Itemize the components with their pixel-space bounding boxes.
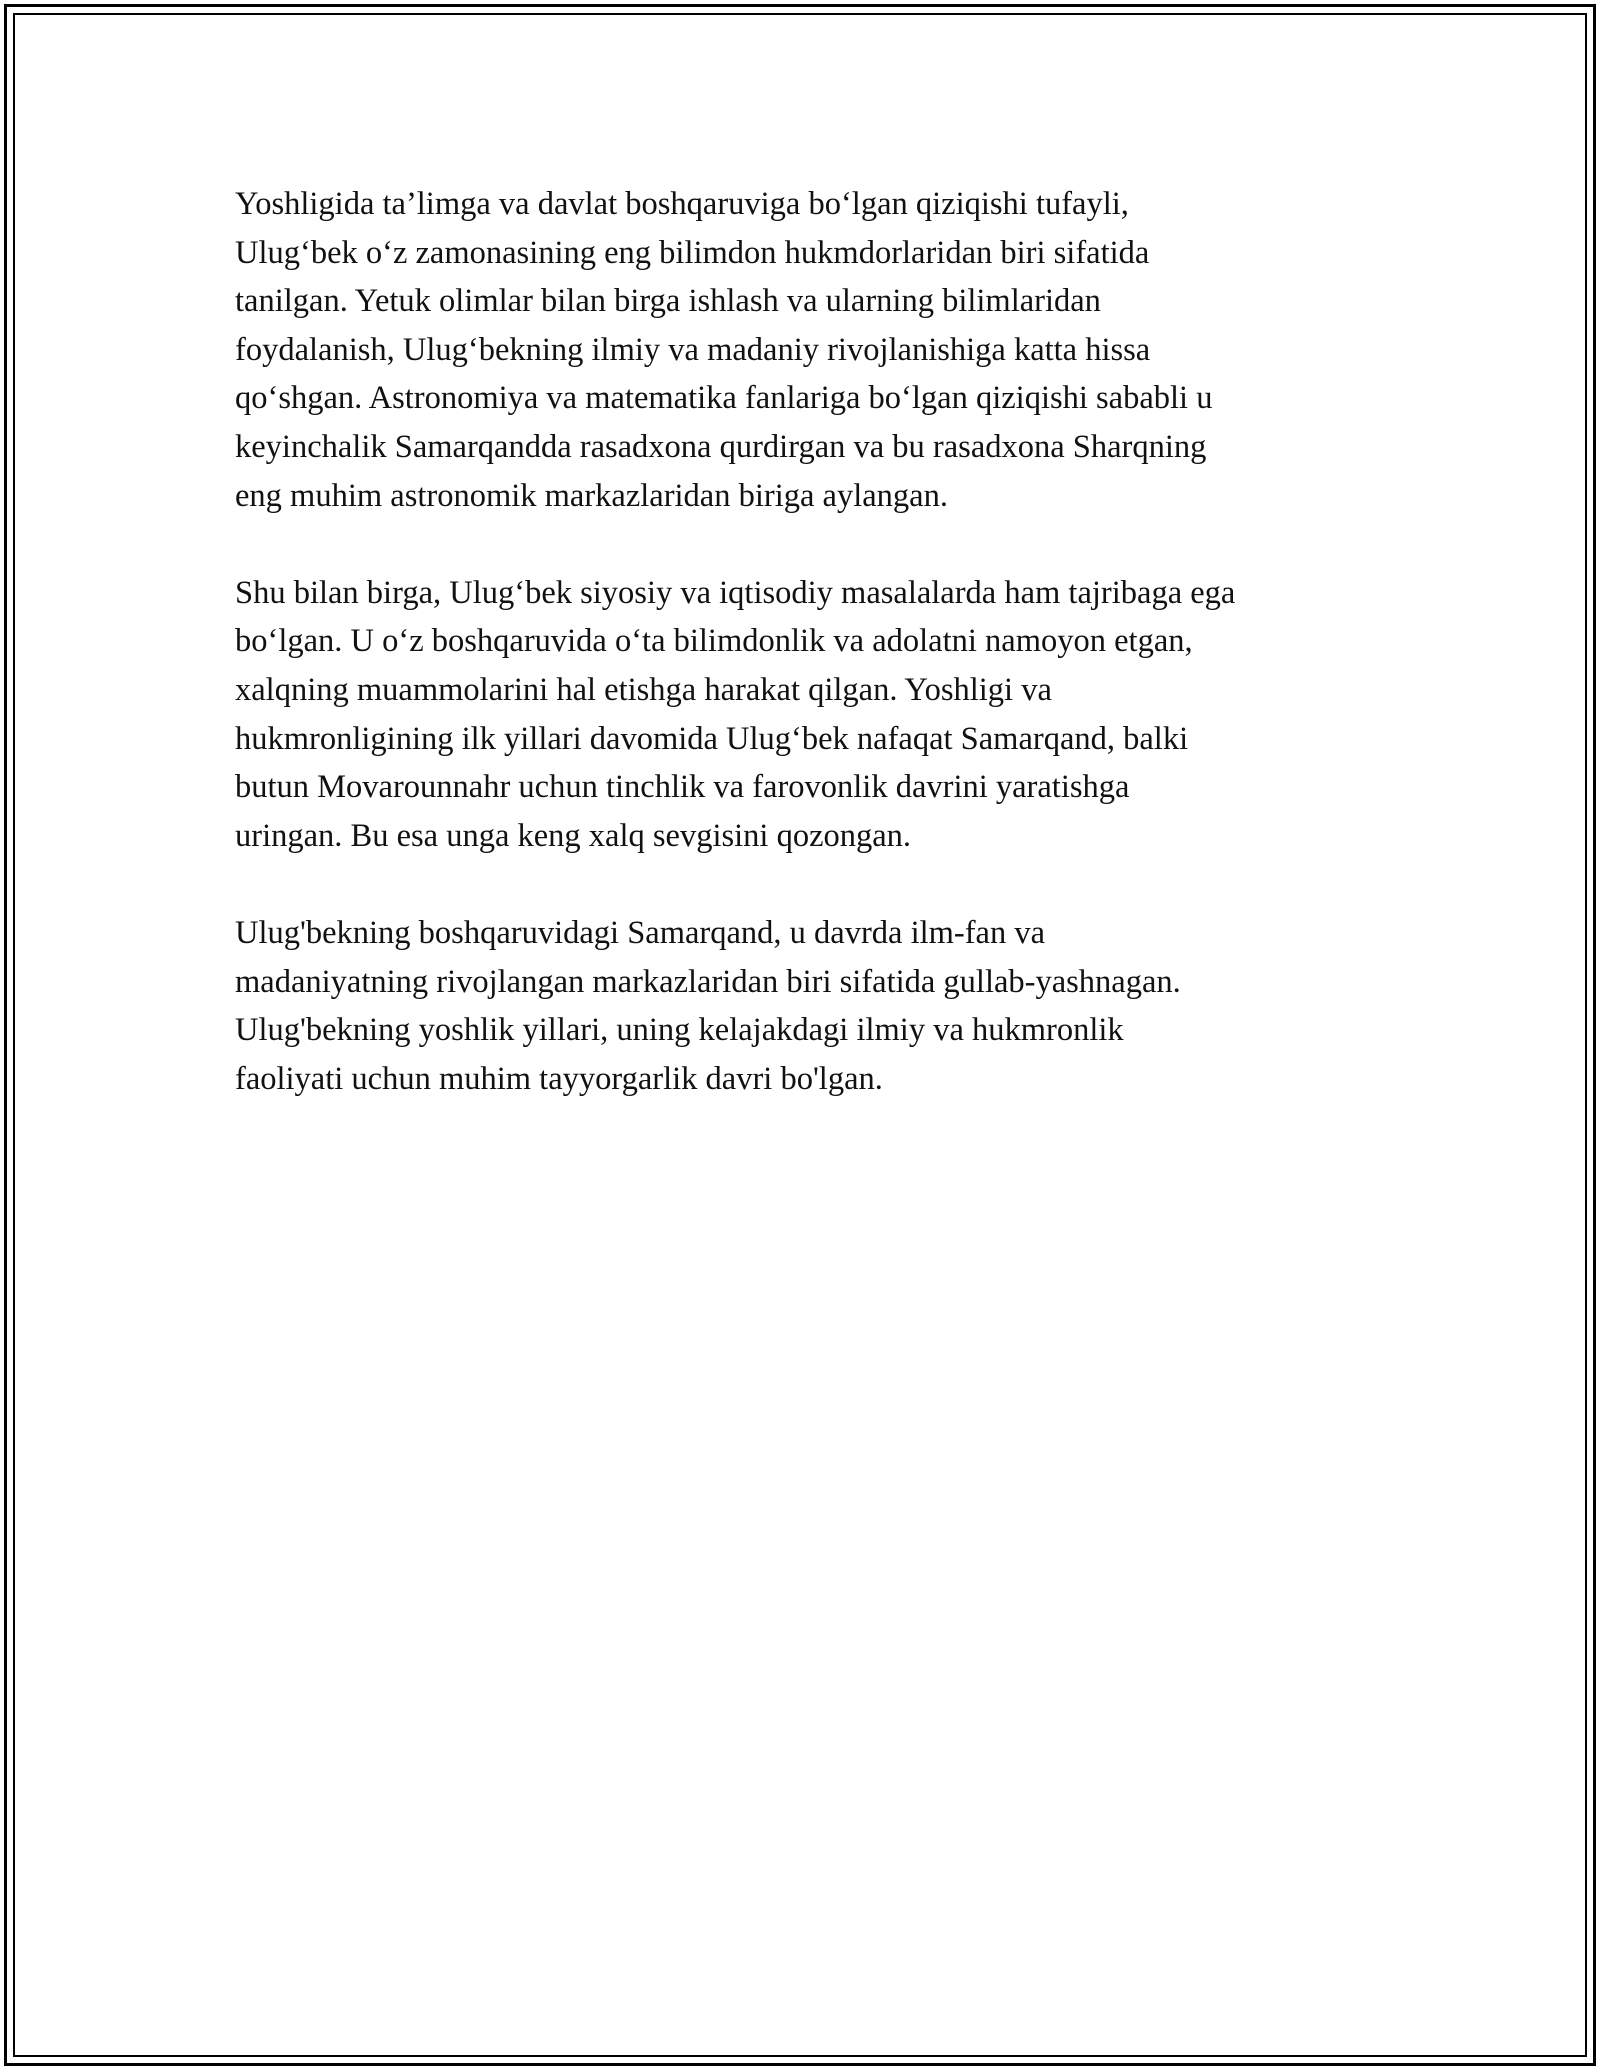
- text-line: Ulug'bekning boshqaruvidagi Samarqand, u davrda ilm-fan va: [235, 914, 1046, 951]
- text-line: uringan. Bu esa unga keng xalq sevgisini qozongan.: [235, 817, 912, 854]
- text-line: faoliyati uchun muhim tayyorgarlik davri bo'lgan.: [235, 1060, 883, 1097]
- paragraph-3: [235, 909, 1385, 1103]
- text-line: Ulug'bekning yoshlik yillari, uning kelajakdagi ilmiy va hukmronlik: [235, 1012, 1124, 1049]
- text-line: Yoshligida ta’limga va davlat boshqaruviga bo‘lgan qiziqishi tufayli,: [235, 186, 1129, 222]
- paragraph-2: [235, 569, 1385, 861]
- text-line: hukmronligining ilk yillari davomida Ulug‘bek nafaqat Samarqand, balki: [235, 720, 1189, 757]
- paragraph-1: [235, 180, 1385, 520]
- document-body: [235, 180, 1385, 1152]
- text-line: Shu bilan birga, Ulug‘bek siyosiy va iqtisodiy masalalarda ham tajribaga ega: [235, 574, 1236, 611]
- text-line: foydalanish, Ulug‘bekning ilmiy va madaniy rivojlanishiga katta hissa: [235, 331, 1151, 368]
- text-line: tanilgan. Yetuk olimlar bilan birga ishlash va ularning bilimlaridan: [235, 283, 1101, 320]
- text-line: keyinchalik Samarqandda rasadxona qurdirgan va bu rasadxona Sharqning: [235, 428, 1207, 465]
- text-line: eng muhim astronomik markazlaridan biriga aylangan.: [235, 477, 948, 514]
- text-line: madaniyatning rivojlangan markazlaridan biri sifatida gullab-yashnagan.: [235, 963, 1181, 1000]
- text-line: qo‘shgan. Astronomiya va matematika fanlariga bo‘lgan qiziqishi sababli u: [235, 380, 1213, 417]
- text-line: butun Movarounnahr uchun tinchlik va farovonlik davrini yaratishga: [235, 769, 1130, 806]
- text-line: Ulug‘bek o‘z zamonasining eng bilimdon hukmdorlaridan biri sifatida: [235, 234, 1150, 271]
- text-line: xalqning muammolarini hal etishga harakat qilgan. Yoshligi va: [235, 671, 1052, 708]
- text-line: bo‘lgan. U o‘z boshqaruvida o‘ta bilimdonlik va adolatni namoyon etgan,: [235, 623, 1193, 660]
